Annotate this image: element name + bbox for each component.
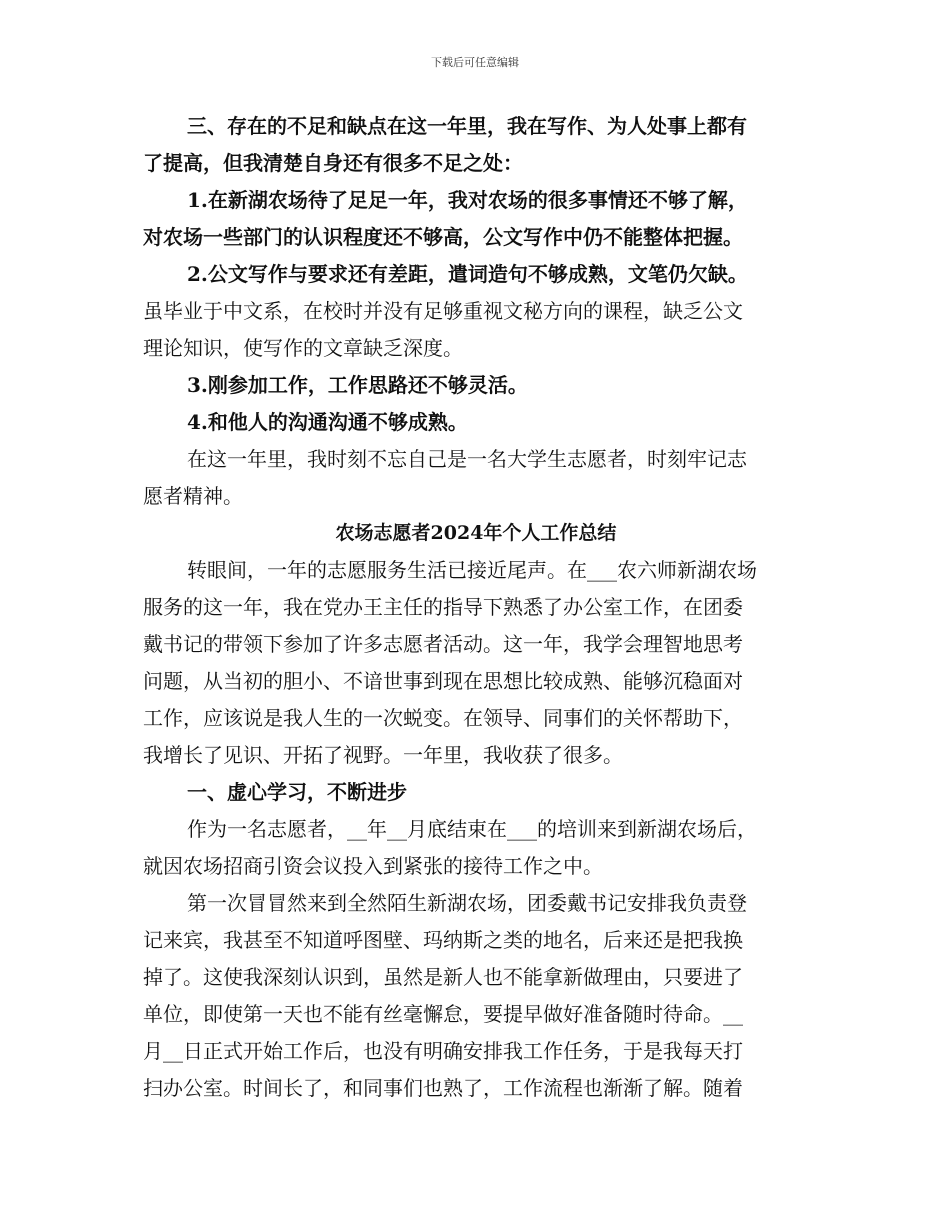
text-line: 1.在新湖农场待了足足一年，我对农场的很多事情还不够了解， bbox=[187, 188, 748, 212]
text-line: 扫办公室。时间长了，和同事们也熟了，工作流程也渐渐了解。随着 bbox=[143, 1076, 743, 1100]
text-line: 就因农场招商引资会议投入到紧张的接待工作之中。 bbox=[143, 854, 603, 878]
text-line: 对农场一些部门的认识程度还不够高，公文写作中仍不能整体把握。 bbox=[143, 225, 743, 249]
text-line: 转眼间，一年的志愿服务生活已接近尾声。在___农六师新湖农场 bbox=[187, 558, 757, 582]
text-line: 单位，即使第一天也不能有丝毫懈怠，要提早做好准备随时待命。__ bbox=[143, 1002, 743, 1026]
text-line: 4.和他人的沟通沟通不够成熟。 bbox=[187, 410, 468, 434]
text-line: 一、虚心学习，不断进步 bbox=[187, 780, 407, 804]
text-line: 月__日正式开始工作后，也没有明确安排我工作任务，于是我每天打 bbox=[143, 1039, 743, 1063]
header-note: 下载后可任意编辑 bbox=[431, 56, 519, 69]
text-line: 问题，从当初的胆小、不谙世事到现在思想比较成熟、能够沉稳面对 bbox=[143, 669, 743, 693]
text-line: 2.公文写作与要求还有差距，遣词造句不够成熟，文笔仍欠缺。 bbox=[187, 262, 748, 286]
text-line: 愿者精神。 bbox=[143, 484, 243, 508]
document-body bbox=[143, 108, 809, 1107]
document-title: 农场志愿者2024年个人工作总结 bbox=[335, 522, 617, 544]
text-line: 记来宾，我甚至不知道呼图壁、玛纳斯之类的地名，后来还是把我换 bbox=[143, 928, 743, 952]
text-line: 虽毕业于中文系，在校时并没有足够重视文秘方向的课程，缺乏公文 bbox=[143, 299, 743, 323]
text-line: 服务的这一年，我在党办王主任的指导下熟悉了办公室工作，在团委 bbox=[143, 595, 743, 619]
text-line: 作为一名志愿者，__年__月底结束在___的培训来到新湖农场后， bbox=[187, 817, 757, 841]
text-line: 了提高，但我清楚自身还有很多不足之处： bbox=[143, 151, 523, 175]
text-line: 掉了。这使我深刻认识到，虽然是新人也不能拿新做理由，只要进了 bbox=[143, 965, 743, 989]
text-line: 工作，应该说是我人生的一次蜕变。在领导、同事们的关怀帮助下， bbox=[143, 706, 743, 730]
text-line: 三、存在的不足和缺点在这一年里，我在写作、为人处事上都有 bbox=[187, 114, 747, 138]
text-line: 第一次冒冒然来到全然陌生新湖农场，团委戴书记安排我负责登 bbox=[187, 891, 747, 915]
text-line: 理论知识，使写作的文章缺乏深度。 bbox=[143, 336, 463, 360]
text-line: 在这一年里，我时刻不忘自己是一名大学生志愿者，时刻牢记志 bbox=[187, 447, 747, 471]
text-line: 戴书记的带领下参加了许多志愿者活动。这一年，我学会理智地思考 bbox=[143, 632, 743, 656]
text-line: 我增长了见识、开拓了视野。一年里，我收获了很多。 bbox=[143, 743, 623, 767]
text-line: 3.刚参加工作，工作思路还不够灵活。 bbox=[187, 373, 528, 397]
